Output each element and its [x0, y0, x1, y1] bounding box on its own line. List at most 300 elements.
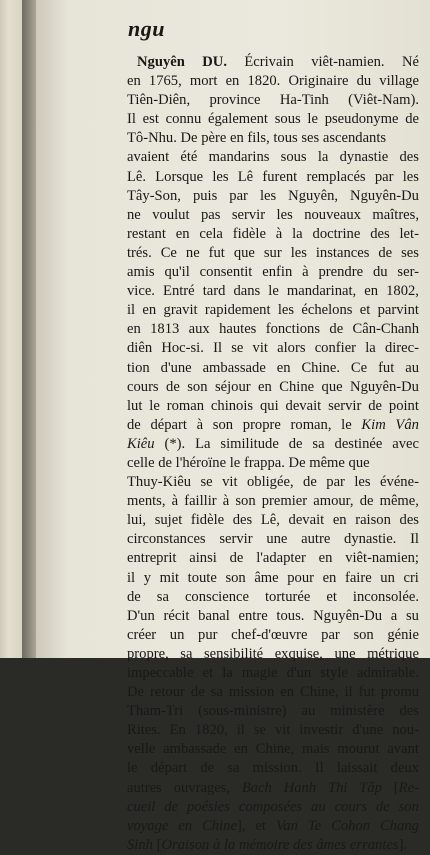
- text: une: [266, 531, 288, 548]
- text: l'héroïne: [175, 454, 227, 471]
- entry-word: [368, 397, 382, 416]
- entry-word: [142, 301, 156, 320]
- entry-word: [176, 225, 190, 244]
- entry-word: [275, 110, 301, 129]
- text: ambassade: [163, 741, 227, 758]
- text: sa: [210, 684, 223, 701]
- text: Nguyên-Du: [350, 187, 419, 204]
- entry-word: [301, 359, 340, 378]
- entry-word: [325, 110, 399, 129]
- text: fonctions: [265, 321, 321, 338]
- text: de: [158, 454, 172, 471]
- italic-text: en: [178, 817, 193, 834]
- entry-word: [127, 320, 141, 339]
- entry-word: [359, 683, 375, 702]
- entry-word: [209, 148, 270, 167]
- entry-word: [350, 187, 419, 206]
- entry-word: [266, 530, 287, 549]
- entry-word: [201, 206, 220, 225]
- entry-word: [337, 759, 378, 778]
- text: d'une: [352, 722, 384, 739]
- entry-word: [180, 645, 192, 664]
- entry-word: [215, 378, 251, 397]
- entry-word: [344, 530, 396, 549]
- text: de: [303, 474, 317, 491]
- entry-word: [345, 549, 419, 568]
- text: en: [364, 283, 379, 300]
- text: Écrivain: [244, 54, 294, 70]
- entry-word: [198, 626, 217, 645]
- entry-word: [172, 492, 178, 511]
- entry-word: [288, 72, 348, 91]
- entry-word: [198, 702, 286, 721]
- text: promu: [380, 684, 419, 701]
- entry-word: [185, 588, 249, 607]
- text: viêt-namien;: [345, 550, 419, 567]
- entry-line: [127, 817, 419, 836]
- text: vice.: [127, 283, 155, 300]
- entry-word: [127, 607, 155, 626]
- text: séjour: [214, 378, 251, 395]
- text: pur: [198, 626, 218, 643]
- entry-word: [163, 740, 226, 759]
- text: autres: [127, 779, 162, 796]
- entry-word: [378, 301, 419, 320]
- entry-word: [230, 549, 244, 568]
- entry-word: [137, 53, 185, 72]
- text: un: [380, 569, 395, 586]
- text: celle: [127, 454, 155, 471]
- text: De: [288, 454, 306, 471]
- text: avant: [387, 741, 419, 758]
- entry-word: [328, 779, 347, 798]
- entry-line: [127, 626, 419, 645]
- entry-word: [170, 721, 186, 740]
- entry-word: [158, 454, 172, 473]
- entry-word: [365, 339, 376, 358]
- entry-word: [161, 359, 192, 378]
- text: Thuy-Kiêu: [127, 474, 192, 491]
- text: dans: [233, 283, 261, 300]
- italic-text: voyage: [127, 817, 169, 834]
- text: puis: [192, 187, 218, 204]
- entry-word: [348, 91, 419, 110]
- text: de: [378, 244, 393, 261]
- entry-word: [392, 435, 419, 454]
- entry-word: [400, 225, 419, 244]
- entry-word: [155, 168, 203, 187]
- text: trés.: [127, 244, 152, 261]
- entry-word: [395, 416, 419, 435]
- text: Lê: [237, 168, 254, 185]
- text: Il: [314, 760, 324, 777]
- text: en: [332, 512, 347, 529]
- text: autre: [301, 531, 331, 548]
- text: Il: [127, 111, 136, 128]
- entry-word: [345, 569, 372, 588]
- entry-word: [323, 569, 337, 588]
- text: ments,: [127, 493, 166, 510]
- text: des: [232, 512, 253, 529]
- entry-word: [386, 282, 419, 301]
- entry-word: [302, 263, 308, 282]
- entry-word: [127, 359, 150, 378]
- entry-word: [178, 817, 192, 836]
- text: l'adapter: [256, 550, 306, 567]
- italic-text: âmes: [316, 836, 347, 853]
- text: père: [201, 130, 227, 147]
- text: Chine,: [255, 741, 295, 758]
- entry-word: [212, 168, 228, 187]
- entry-word: [201, 129, 226, 148]
- text: Il: [213, 340, 222, 357]
- text: ses: [301, 130, 320, 147]
- text: retour: [150, 684, 185, 701]
- text: tion: [127, 359, 150, 376]
- text: ne: [127, 206, 141, 223]
- entry-word: [127, 187, 181, 206]
- entry-word: [230, 454, 241, 473]
- text: avec: [392, 435, 419, 452]
- entry-word: [253, 759, 302, 778]
- text: en: [276, 359, 291, 376]
- entry-word: [200, 263, 253, 282]
- bold-text: DU.: [202, 54, 227, 70]
- entry-word: [220, 435, 278, 454]
- book-gutter-shadow: [22, 0, 36, 658]
- italic-text: errantes: [349, 836, 399, 853]
- text: [: [156, 836, 162, 853]
- text: Né: [401, 54, 419, 70]
- entry-word: [244, 454, 285, 473]
- italic-text: Van: [275, 817, 298, 834]
- text: de: [229, 550, 244, 567]
- text: remplacés: [306, 168, 366, 185]
- entry-word: [381, 683, 419, 702]
- entry-word: [397, 263, 419, 282]
- entry-word: [204, 645, 263, 664]
- text: récit: [163, 607, 190, 624]
- entry-word: [189, 320, 210, 339]
- text: même,: [379, 493, 419, 510]
- entry-word: [231, 626, 307, 645]
- entry-word: [127, 664, 193, 683]
- entry-word: [127, 244, 152, 263]
- entry-line: [127, 206, 419, 225]
- entry-word: [127, 798, 155, 817]
- entry-word: [127, 740, 155, 759]
- entry-word: [208, 110, 268, 129]
- text: velle: [127, 741, 156, 758]
- entry-word: [318, 263, 363, 282]
- text: il: [127, 302, 136, 319]
- text: Nguyên,: [288, 187, 339, 204]
- entry-word: [326, 588, 337, 607]
- entry-word: [195, 721, 228, 740]
- text: départ: [150, 416, 187, 433]
- entry-word: [143, 110, 159, 129]
- text: dynastie: [339, 149, 389, 166]
- entry-word: [222, 473, 237, 492]
- entry-word: [199, 225, 223, 244]
- entry-word: [380, 817, 419, 836]
- text: diên: [127, 340, 153, 357]
- text: des: [399, 149, 419, 166]
- entry-word: [151, 759, 187, 778]
- entry-word: [375, 168, 394, 187]
- text: Chine,: [300, 684, 339, 701]
- entry-word: [289, 454, 306, 473]
- text: sensibilité: [203, 645, 264, 662]
- entry-word: [253, 339, 268, 358]
- entry-word: [340, 148, 389, 167]
- text: faillir: [184, 493, 217, 510]
- text: En: [169, 722, 186, 739]
- entry-word: [350, 836, 407, 855]
- text: de: [127, 416, 141, 433]
- text: de: [368, 397, 382, 414]
- entry-word: [277, 359, 291, 378]
- text: le: [229, 454, 241, 471]
- text: 1765,: [148, 73, 182, 90]
- text: Ce: [350, 359, 368, 376]
- text: prendre: [318, 264, 364, 281]
- entry-word: [157, 588, 169, 607]
- entry-word: [391, 607, 397, 626]
- text: 1802,: [386, 283, 419, 300]
- italic-text: Sinh: [127, 836, 153, 853]
- text: point: [388, 397, 419, 414]
- text: Tây-Son,: [127, 187, 181, 204]
- text: consentit: [199, 264, 253, 281]
- text: en: [127, 73, 141, 90]
- entry-word: [224, 836, 235, 855]
- entry-word: [309, 454, 345, 473]
- entry-line: [127, 836, 419, 855]
- entry-word: [260, 397, 279, 416]
- entry-word: [311, 798, 326, 817]
- entry-word: [364, 282, 378, 301]
- entry-line: [127, 263, 419, 282]
- text: à: [222, 493, 230, 510]
- text: parvint: [377, 302, 419, 319]
- text: De: [127, 684, 145, 701]
- text: cri: [403, 569, 419, 586]
- entry-word: [378, 359, 394, 378]
- text: en: [280, 684, 295, 701]
- text: Entré: [163, 283, 195, 300]
- text: propre: [242, 416, 281, 433]
- text: Nguyên-Du: [350, 378, 419, 395]
- text: qu'il: [164, 264, 190, 281]
- italic-text: cours: [334, 798, 367, 815]
- text: Originaire: [288, 73, 349, 90]
- entry-word: [223, 492, 229, 511]
- text: province: [209, 92, 261, 109]
- text: fut: [208, 244, 225, 261]
- text: sa: [312, 435, 325, 452]
- text: au: [405, 359, 419, 376]
- entry-word: [150, 320, 179, 339]
- entry-word: [186, 244, 200, 263]
- entry-word: [320, 664, 348, 683]
- entry-word: [127, 148, 169, 167]
- entry-word: [345, 683, 353, 702]
- entry-line: [127, 511, 419, 530]
- entry-word: [303, 473, 317, 492]
- entry-word: [350, 378, 419, 397]
- text: servir: [231, 206, 266, 223]
- entry-word: [234, 244, 255, 263]
- italic-text: Cohon: [331, 817, 371, 834]
- italic-text: la: [223, 836, 236, 853]
- entry-word: [264, 244, 282, 263]
- text: connu: [165, 111, 202, 128]
- text: servir: [328, 397, 362, 414]
- text: mit: [159, 569, 180, 586]
- text: que: [233, 244, 255, 261]
- text: à: [196, 416, 204, 433]
- italic-text: de: [375, 798, 390, 815]
- entry-line: [127, 72, 419, 91]
- text: maîtres,: [372, 206, 419, 223]
- entry-word: [235, 492, 255, 511]
- text: circonstances: [127, 531, 206, 548]
- text: toute: [187, 569, 217, 586]
- entry-word: [304, 206, 361, 225]
- text: roman: [166, 397, 205, 414]
- entry-word: [188, 569, 217, 588]
- italic-text: Chine: [202, 817, 237, 834]
- text: il: [344, 684, 353, 701]
- text: su: [406, 607, 419, 624]
- entry-word: [205, 301, 271, 320]
- entry-word: [406, 607, 419, 626]
- entry-word: [170, 626, 185, 645]
- text: son: [225, 569, 246, 586]
- text: le: [341, 416, 352, 433]
- entry-word: [292, 225, 303, 244]
- entry-word: [127, 759, 138, 778]
- entry-word: [191, 511, 224, 530]
- entry-word: [262, 492, 307, 511]
- text: Ha-Tinh: [279, 92, 329, 109]
- entry-word: [275, 645, 323, 664]
- text: sa: [156, 588, 169, 605]
- italic-text: mémoire: [238, 836, 290, 853]
- entry-word: [258, 378, 272, 397]
- text: que: [321, 378, 343, 395]
- text: son: [212, 416, 234, 433]
- italic-text: Thi: [327, 779, 348, 796]
- entry-word: [353, 626, 373, 645]
- entry-line: [127, 168, 419, 187]
- text: des: [370, 225, 390, 242]
- text: tous.: [276, 607, 305, 624]
- text: le: [149, 397, 160, 414]
- text: Cân-Chanh: [352, 321, 419, 338]
- text: sa: [180, 645, 193, 662]
- entry-word: [403, 168, 419, 187]
- entry-word: [211, 397, 253, 416]
- entry-word: [380, 492, 419, 511]
- entry-word: [213, 416, 233, 435]
- entry-word: [288, 187, 338, 206]
- text: tous: [273, 130, 298, 147]
- text: lut: [127, 397, 143, 414]
- entry-word: [202, 817, 245, 836]
- entry-word: [276, 225, 282, 244]
- book-gutter-edge: [0, 0, 22, 658]
- text: Ce: [160, 244, 177, 261]
- entry-word: [301, 530, 330, 549]
- text: par: [374, 168, 394, 185]
- entry-word: [353, 588, 419, 607]
- entry-word: [149, 72, 182, 91]
- entry-word: [203, 359, 266, 378]
- text: un: [169, 626, 185, 643]
- entry-word: [301, 301, 352, 320]
- italic-text: composées: [238, 798, 303, 815]
- text: mais: [302, 741, 330, 758]
- entry-line: [127, 740, 419, 759]
- entry-word: [166, 378, 180, 397]
- entry-word: [238, 168, 253, 187]
- entry-line: [127, 588, 419, 607]
- text: Lê,: [260, 512, 280, 529]
- text: génie: [387, 626, 419, 643]
- entry-word: [127, 282, 155, 301]
- italic-text: à: [212, 836, 221, 853]
- entry-word: [127, 416, 141, 435]
- entry-word: [127, 168, 146, 187]
- entry-word: [164, 798, 178, 817]
- entry-word: [291, 416, 332, 435]
- italic-text: son: [398, 798, 419, 815]
- entry-word: [313, 225, 361, 244]
- text: propre,: [127, 645, 169, 662]
- text: impeccable: [127, 665, 194, 681]
- entry-word: [127, 779, 162, 798]
- text: en: [229, 130, 244, 147]
- text: dynastie.: [344, 531, 397, 548]
- entry-line: [127, 569, 419, 588]
- entry-word: [262, 263, 292, 282]
- entry-word: [330, 702, 384, 721]
- entry-word: [289, 435, 303, 454]
- text: devait: [288, 512, 325, 529]
- entry-word: [127, 301, 135, 320]
- entry-word: [209, 244, 225, 263]
- text: se: [200, 474, 213, 491]
- text: amour,: [313, 493, 354, 510]
- entry-word: [254, 569, 278, 588]
- text: les: [354, 474, 371, 491]
- text: a: [390, 607, 398, 624]
- italic-text: au: [311, 798, 326, 815]
- text: les: [402, 168, 419, 185]
- entry-line: [127, 473, 419, 492]
- text: lui,: [127, 512, 147, 529]
- entry-word: [239, 798, 302, 817]
- text: enfin: [262, 264, 293, 281]
- text: ],: [236, 817, 246, 834]
- entry-word: [335, 435, 383, 454]
- entry-word: [405, 110, 419, 129]
- text: alors: [277, 340, 306, 357]
- text: sujet: [154, 512, 183, 529]
- text: Tiên-Diên,: [127, 92, 191, 109]
